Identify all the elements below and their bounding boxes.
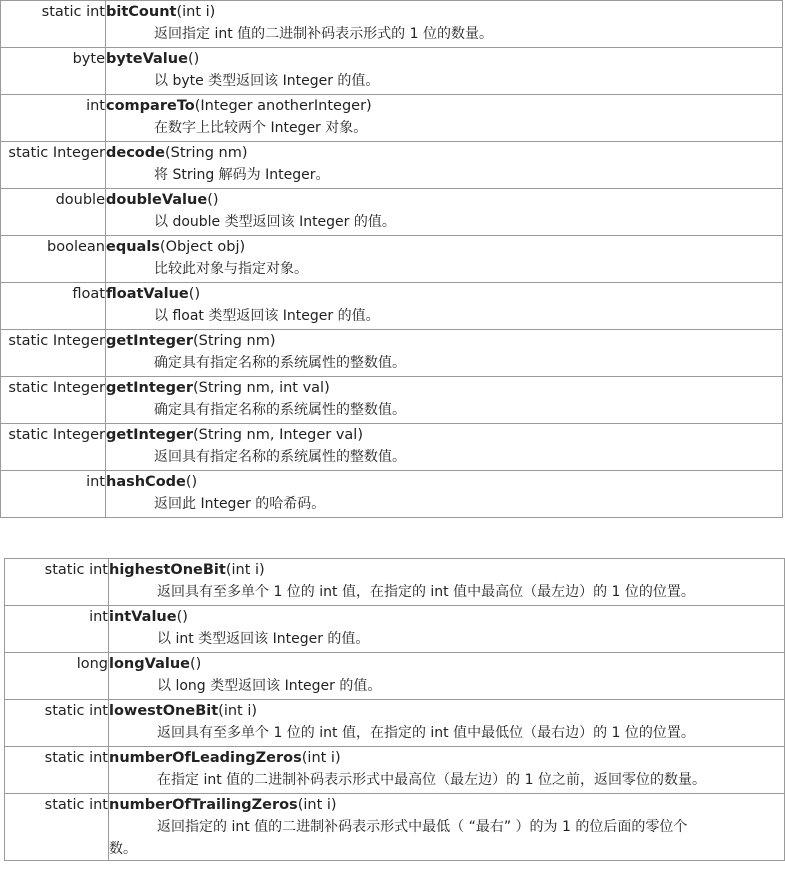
table-row: [1, 471, 783, 518]
method-cell: [106, 142, 783, 189]
method-params: (Object obj): [159, 239, 246, 255]
method-name-link[interactable]: lowestOneBit: [109, 703, 219, 719]
method-cell: [109, 653, 785, 700]
method-params: (): [187, 51, 200, 67]
method-description: 将 String 解码为 Integer。: [154, 167, 330, 183]
table-row: [1, 142, 783, 189]
method-description: 确定具有指定名称的系统属性的整数值。: [154, 402, 406, 418]
method-name-link[interactable]: floatValue: [106, 286, 189, 302]
modifier-cell: static Integer: [1, 377, 106, 424]
modifier-cell: int: [5, 606, 109, 653]
modifier-cell: static int: [5, 794, 109, 861]
modifier-cell: int: [1, 95, 106, 142]
method-description: 比较此对象与指定对象。: [154, 261, 308, 277]
method-params: (): [176, 609, 188, 625]
method-name-link[interactable]: numberOfTrailingZeros: [109, 797, 298, 813]
table-row: [1, 424, 783, 471]
table-row: [1, 236, 783, 283]
method-params: (int i): [218, 703, 258, 719]
method-description: 返回具有指定名称的系统属性的整数值。: [154, 449, 406, 465]
method-params: (): [207, 192, 219, 208]
method-description: 确定具有指定名称的系统属性的整数值。: [154, 355, 406, 371]
method-params: (): [185, 474, 198, 490]
method-name-link[interactable]: doubleValue: [106, 192, 208, 208]
method-description: 以 long 类型返回该 Integer 的值。: [157, 678, 382, 694]
method-cell: [109, 559, 785, 606]
method-name-link[interactable]: numberOfLeadingZeros: [109, 750, 302, 766]
method-description: 以 int 类型返回该 Integer 的值。: [157, 631, 370, 647]
method-name-link[interactable]: hashCode: [106, 474, 186, 490]
method-params: (String nm): [164, 145, 248, 161]
method-name-link[interactable]: intValue: [109, 609, 177, 625]
modifier-cell: static int: [5, 747, 109, 794]
method-cell: [109, 700, 785, 747]
modifier-cell: static int: [5, 700, 109, 747]
method-cell: [109, 747, 785, 794]
method-params: (String nm): [193, 333, 276, 349]
modifier-cell: double: [1, 189, 106, 236]
method-description: 返回此 Integer 的哈希码。: [154, 496, 326, 512]
method-params: (int i): [297, 797, 337, 813]
method-summary-table-2: [4, 558, 785, 861]
method-cell: [106, 189, 783, 236]
method-description: 返回指定 int 值的二进制补码表示形式的 1 位的数量。: [154, 26, 493, 42]
method-cell: [106, 283, 783, 330]
method-name-link[interactable]: decode: [106, 145, 165, 161]
method-params: (Integer anotherInteger): [194, 98, 372, 114]
table-row: [5, 653, 785, 700]
method-description: 以 byte 类型返回该 Integer 的值。: [154, 73, 380, 89]
method-cell: [106, 236, 783, 283]
method-description-continued: 数。: [109, 841, 137, 857]
modifier-cell: int: [1, 471, 106, 518]
modifier-cell: boolean: [1, 236, 106, 283]
method-cell: [109, 606, 785, 653]
method-cell: [109, 794, 785, 861]
method-description: 返回指定的 int 值的二进制补码表示形式中最低（ “最右” ）的为 1 的位后面的零位个: [157, 819, 688, 835]
method-params: (): [189, 656, 202, 672]
method-cell: [106, 1, 783, 48]
method-name-link[interactable]: compareTo: [106, 98, 195, 114]
method-name-link[interactable]: equals: [106, 239, 160, 255]
method-description: 在指定 int 值的二进制补码表示形式中最高位（最左边）的 1 位之前，返回零位的数量。: [157, 772, 706, 788]
modifier-cell: static Integer: [1, 142, 106, 189]
modifier-cell: static int: [5, 559, 109, 606]
method-name-link[interactable]: byteValue: [106, 51, 188, 67]
method-params: (int i): [176, 4, 216, 20]
table-row: [1, 189, 783, 236]
modifier-cell: static Integer: [1, 330, 106, 377]
method-name-link[interactable]: highestOneBit: [109, 562, 226, 578]
method-description: 以 double 类型返回该 Integer 的值。: [154, 214, 396, 230]
table-row: [1, 330, 783, 377]
method-params: (int i): [225, 562, 265, 578]
method-cell: [106, 424, 783, 471]
table-row: [1, 95, 783, 142]
method-description: 在数字上比较两个 Integer 对象。: [154, 120, 368, 136]
method-cell: [106, 330, 783, 377]
method-name-link[interactable]: longValue: [109, 656, 190, 672]
modifier-cell: byte: [1, 48, 106, 95]
method-params: (int i): [301, 750, 341, 766]
method-description: 以 float 类型返回该 Integer 的值。: [154, 308, 380, 324]
method-params: (String nm, Integer val): [193, 427, 363, 443]
method-cell: [106, 471, 783, 518]
method-name-link[interactable]: getInteger: [106, 380, 193, 396]
table-row: [5, 700, 785, 747]
method-name-link[interactable]: getInteger: [106, 333, 193, 349]
table-row: [1, 48, 783, 95]
table-row: [1, 283, 783, 330]
modifier-cell: static int: [1, 1, 106, 48]
modifier-cell: float: [1, 283, 106, 330]
method-name-link[interactable]: bitCount: [106, 4, 177, 20]
method-params: (): [188, 286, 201, 302]
method-params: (String nm, int val): [193, 380, 330, 396]
method-cell: [106, 48, 783, 95]
method-cell: [106, 95, 783, 142]
table-row: [5, 606, 785, 653]
method-description: 返回具有至多单个 1 位的 int 值，在指定的 int 值中最高位（最左边）的 1 位的位置。: [157, 584, 695, 600]
table-row: [5, 747, 785, 794]
table-row: [1, 1, 783, 48]
table-row: [5, 794, 785, 861]
modifier-cell: static Integer: [1, 424, 106, 471]
method-cell: [106, 377, 783, 424]
method-name-link[interactable]: getInteger: [106, 427, 193, 443]
table-row: [5, 559, 785, 606]
method-description: 返回具有至多单个 1 位的 int 值，在指定的 int 值中最低位（最右边）的 1 位的位置。: [157, 725, 695, 741]
table-row: [1, 377, 783, 424]
modifier-cell: long: [5, 653, 109, 700]
